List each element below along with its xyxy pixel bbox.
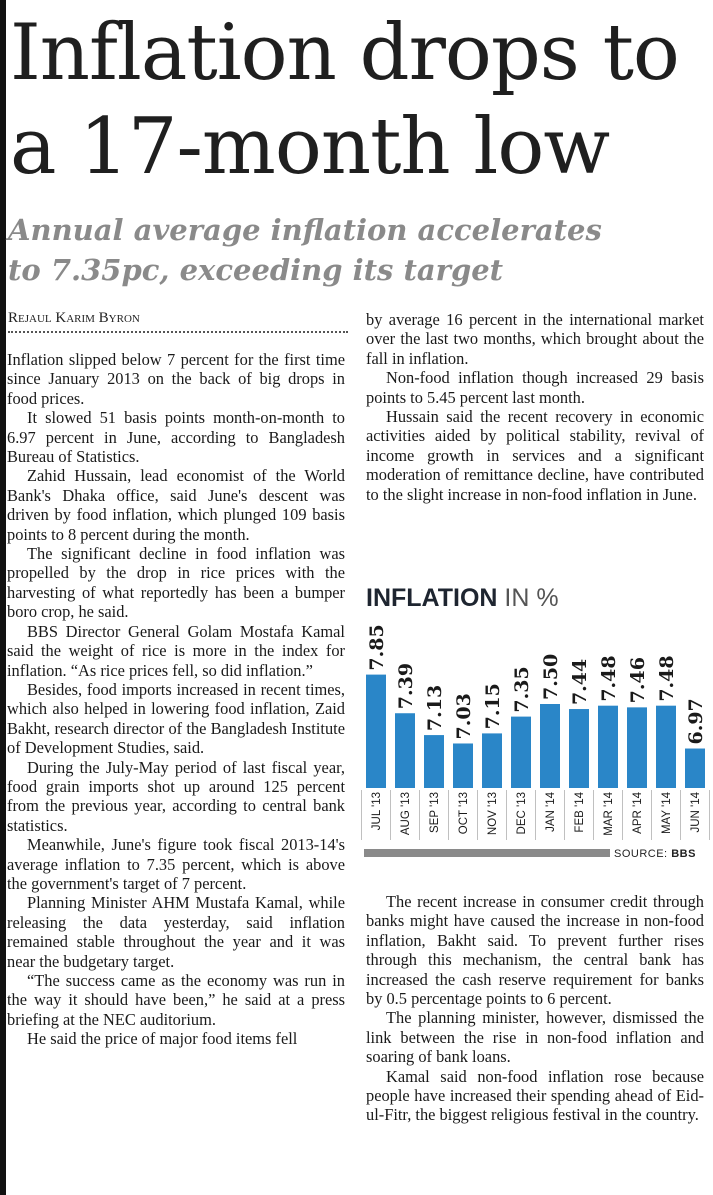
paragraph: Planning Minister AHM Mustafa Kamal, while releasing the data yesterday, said inflation remained stable throughout the year and it was near the budgetary target. — [7, 893, 345, 971]
headline-line-2: a 17-month low — [10, 102, 610, 192]
subheadline-line-2: to 7.35pc, exceeding its target — [8, 253, 504, 287]
paragraph: Besides, food imports increased in recent times, which also helped in lowering food inflation, Zaid Bakht, research director of the Bangladesh Institute of Development Studies, said. — [7, 679, 345, 758]
subheadline-line-1: Annual average inflation accelerates — [8, 213, 602, 247]
source-rule — [364, 849, 610, 857]
x-tick-label-8: MAR '14 — [603, 792, 616, 836]
x-tick-label-10: MAY '14 — [661, 792, 674, 835]
paragraph: BBS Director General Golam Mostafa Kamal said the weight of rice is more in the index for inflation. “As rice prices fell, so did inflation.” — [7, 621, 345, 680]
bar-value-label-3: 7.03 — [452, 693, 475, 740]
headline — [10, 6, 710, 194]
bar-value-label-10: 7.48 — [655, 655, 678, 702]
x-tick-label-5: DEC '13 — [516, 792, 529, 835]
paragraph: He said the price of major food items fell — [27, 1029, 298, 1049]
bar-2 — [424, 735, 444, 788]
source-label: SOURCE: — [614, 848, 668, 860]
bar-value-label-11: 6.97 — [684, 698, 707, 745]
bar-10 — [656, 706, 676, 788]
subheadline — [8, 210, 708, 290]
bar-11 — [685, 749, 705, 788]
bar-value-label-5: 7.35 — [510, 666, 533, 713]
inflation-bar-chart — [360, 610, 710, 865]
article-column-1 — [7, 350, 345, 1049]
x-tick-label-2: SEP '13 — [429, 792, 442, 833]
chart-title-unit: IN % — [504, 584, 559, 612]
x-tick-label-4: NOV '13 — [487, 792, 500, 836]
headline-line-1: Inflation drops to — [10, 8, 679, 98]
chart-title — [366, 584, 559, 613]
x-tick-label-11: JUN '14 — [690, 792, 703, 833]
bar-value-label-7: 7.44 — [568, 658, 591, 706]
bar-value-label-4: 7.15 — [481, 683, 504, 730]
paragraph: It slowed 51 basis points month-on-month to 6.97 percent in June, according to Bangladesh Bureau of Statistics. — [7, 408, 345, 467]
paragraph: Zahid Hussain, lead economist of the World Bank's Dhaka office, said June's descent was driven by food inflation, which plunged 109 basis points to 8 percent during the month. — [7, 466, 345, 544]
chart-title-main: INFLATION — [366, 584, 498, 612]
x-tick-label-1: AUG '13 — [400, 792, 413, 836]
article-column-2 — [366, 310, 704, 504]
paragraph: Inflation slipped below 7 percent for the first time since January 2013 on the back of big drops in food prices. — [7, 350, 345, 408]
bar-0 — [366, 675, 386, 788]
x-tick-label-9: APR '14 — [632, 792, 645, 834]
byline: Rejaul Karim Byron — [8, 310, 348, 333]
paragraph: Hussain said the recent recovery in economic activities aided by political stability, revival of income growth in services and a significant moderation of remittance decline, have contributed to the slight increase in non-food inflation in June. — [366, 407, 704, 504]
paragraph: by average 16 percent in the international market over the last two months, which brought about the fall in inflation. — [366, 310, 704, 368]
chart-source — [614, 848, 696, 860]
left-rule — [0, 0, 6, 1195]
bar-6 — [540, 704, 560, 788]
paragraph: Kamal said non-food inflation rose because people have increased their spending ahead of Eid-ul-Fitr, the biggest religious festival in the country. — [366, 1066, 704, 1125]
bar-value-label-8: 7.48 — [597, 655, 620, 702]
bar-value-label-2: 7.13 — [423, 684, 446, 732]
bar-value-label-6: 7.50 — [539, 653, 562, 700]
x-tick-label-0: JUL '13 — [371, 792, 384, 831]
paragraph: The recent increase in consumer credit through banks might have caused the increase in non-food inflation, Bakht said. To prevent further rises through this mechanism, the central bank has increased the cash reserve requirement for banks by 0.5 percentage points to 6 percent. — [366, 892, 704, 1009]
bar-value-label-0: 7.85 — [365, 624, 388, 671]
paragraph: During the July-May period of last fiscal year, food grain imports shot up around 125 percent from the previous year, according to central bank statistics. — [7, 757, 345, 835]
bar-8 — [598, 706, 618, 788]
paragraph: Meanwhile, June's figure took fiscal 2013-14's average inflation to 7.35 percent, which is above the government's target of 7 percent. — [7, 835, 345, 893]
source-name: BBS — [671, 848, 696, 860]
x-tick-label-7: FEB '14 — [574, 792, 587, 833]
bar-value-label-9: 7.46 — [626, 657, 649, 704]
bar-7 — [569, 709, 589, 788]
bar-value-label-1: 7.39 — [394, 662, 417, 710]
bar-9 — [627, 707, 647, 788]
x-tick-label-6: JAN '14 — [545, 792, 558, 832]
bar-4 — [482, 733, 502, 788]
x-tick-label-3: OCT '13 — [458, 792, 471, 835]
article-column-3 — [366, 892, 704, 1125]
paragraph: “The success came as the economy was run in the way it should have been,” he said at a press briefing at the NEC auditorium. — [7, 971, 345, 1029]
paragraph: The planning minister, however, dismissed the link between the rise in non-food inflation and soaring of bank loans. — [366, 1008, 704, 1067]
bar-3 — [453, 743, 473, 788]
bar-1 — [395, 713, 415, 788]
paragraph: Non-food inflation though increased 29 basis points to 5.45 percent last month. — [366, 368, 704, 407]
bar-5 — [511, 717, 531, 788]
paragraph: The significant decline in food inflation was propelled by the drop in rice prices with the harvesting of what reportedly has been a bumper boro crop, he said. — [7, 544, 345, 622]
